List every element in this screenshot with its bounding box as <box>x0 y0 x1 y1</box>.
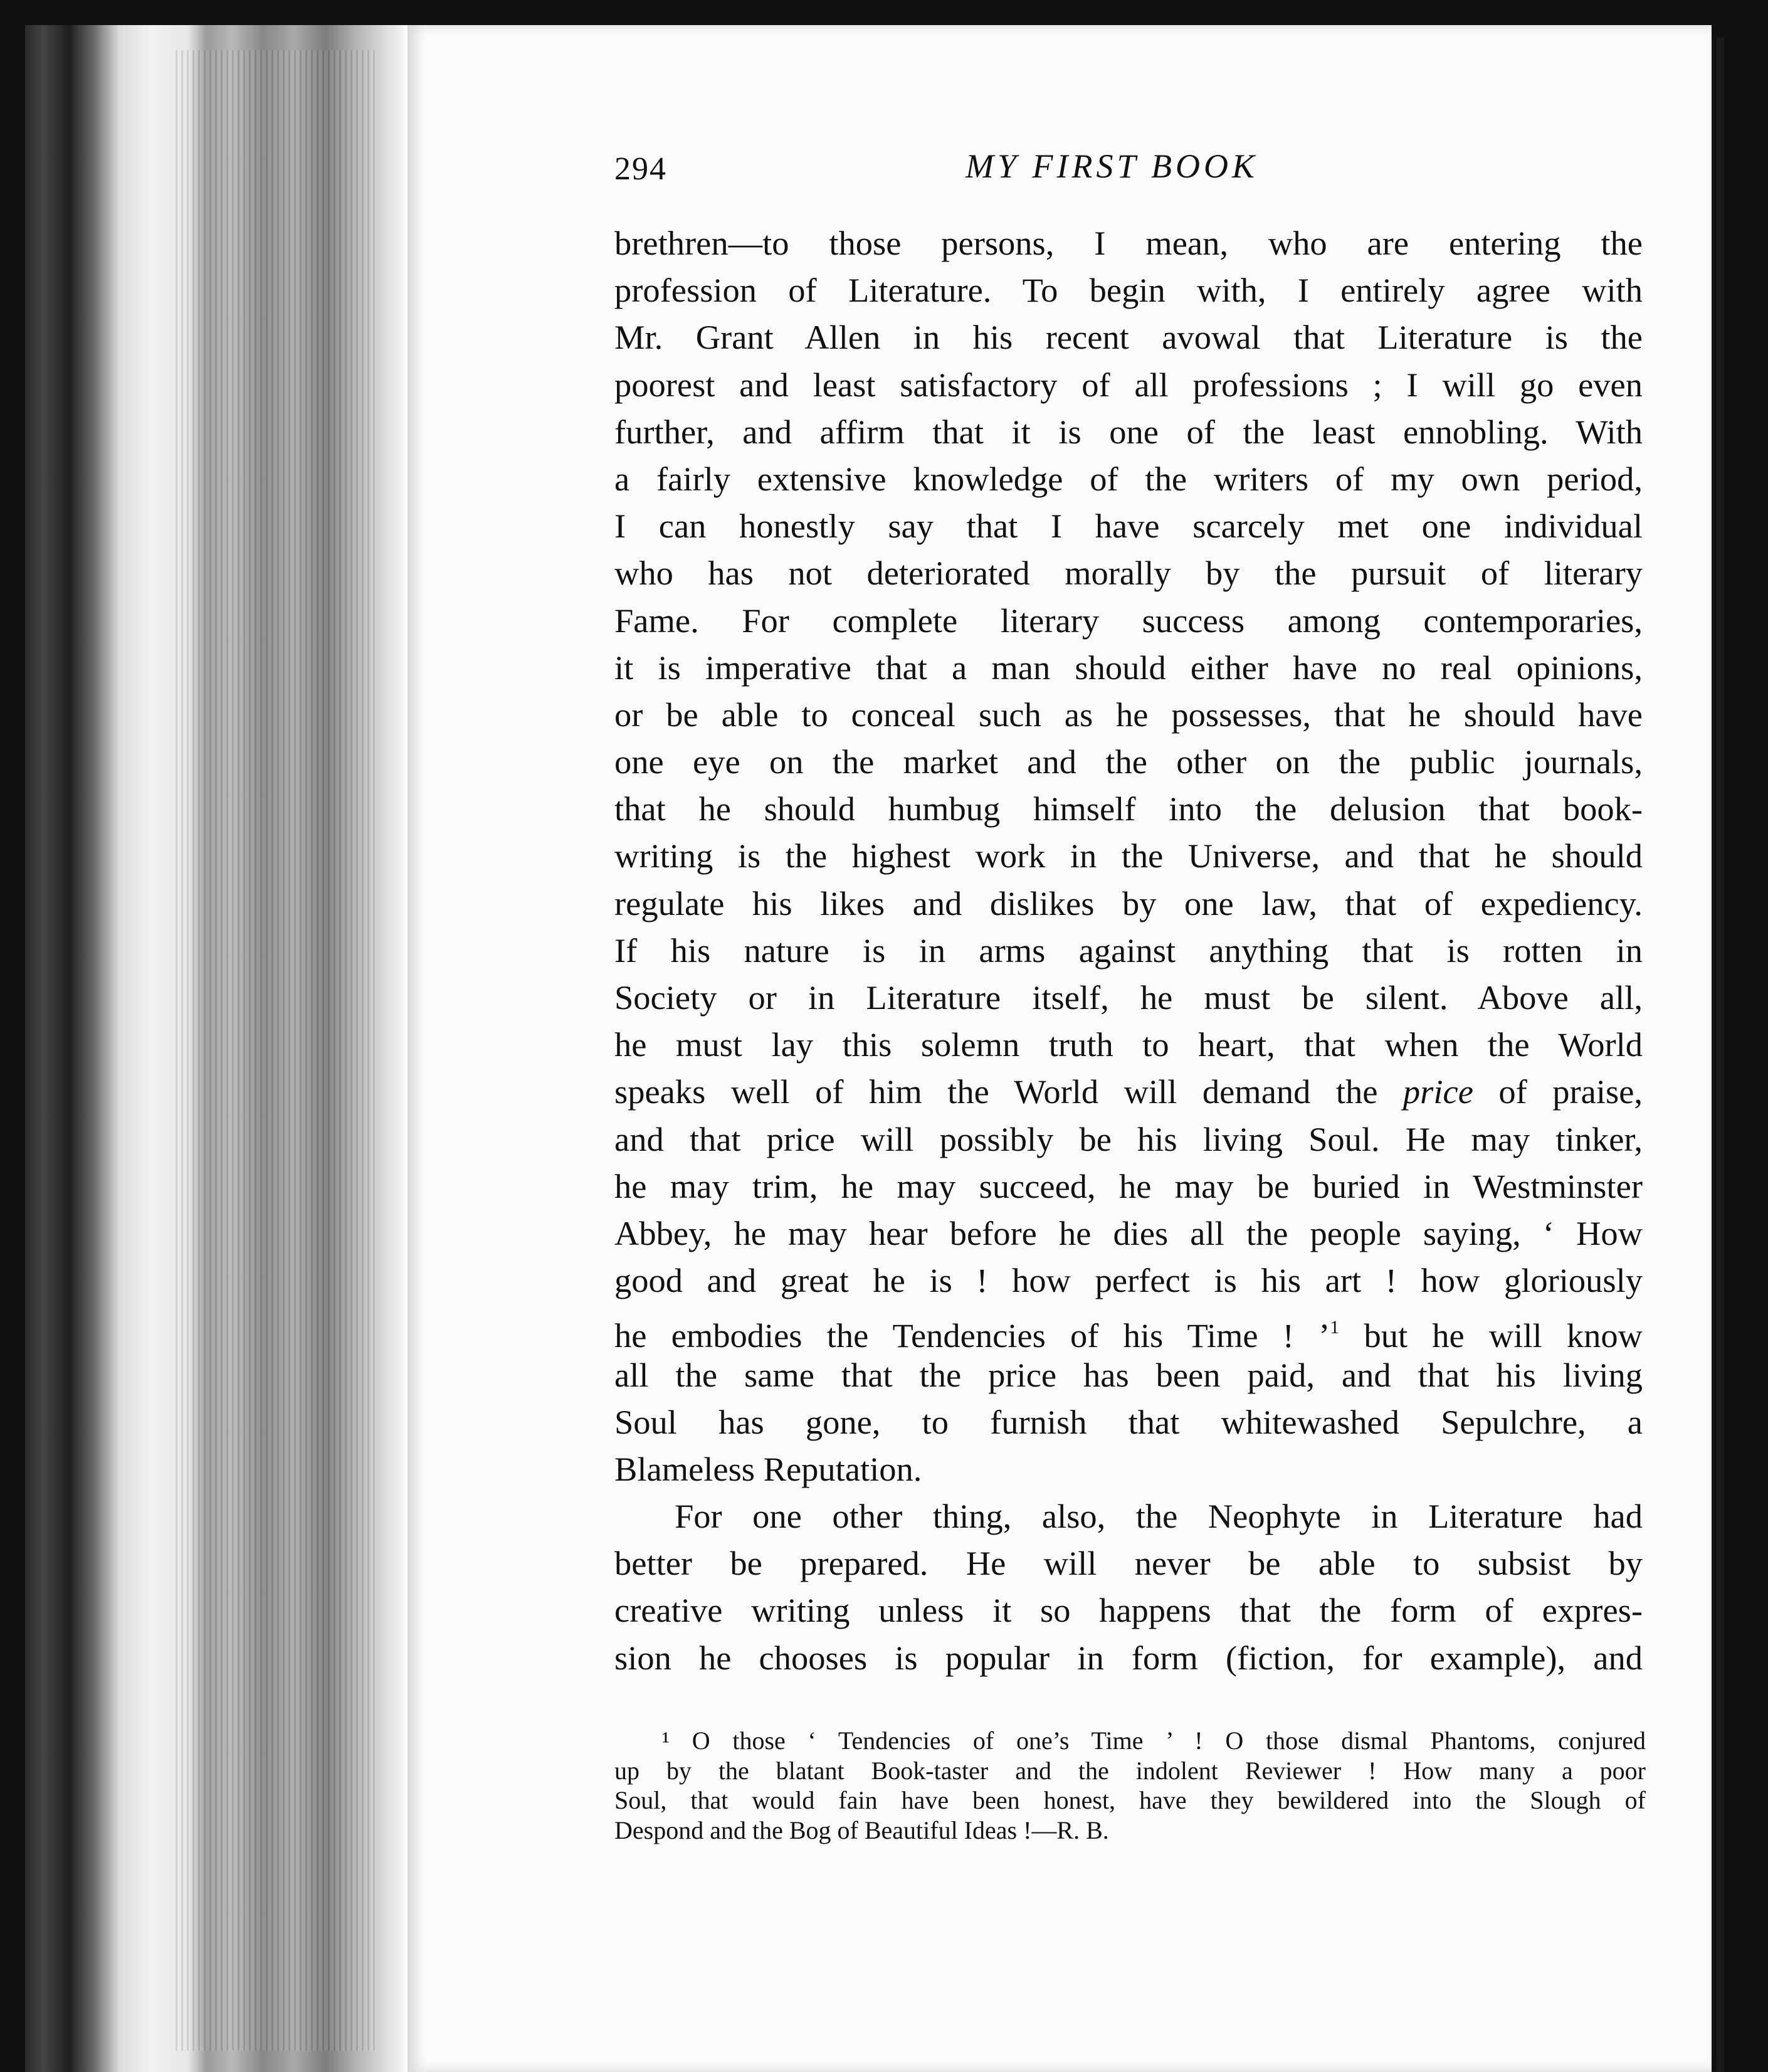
text-line: that he should humbug himself into the delusion that book- <box>614 790 1643 828</box>
footnote <box>614 1726 1646 1845</box>
text-line: and that price will possibly be his living Soul. He may tinker, <box>614 1119 1643 1158</box>
text-line: all the same that the price has been paid, and that his living <box>614 1355 1643 1394</box>
page-border <box>1717 38 1724 2072</box>
footnote-line: ¹ O those ‘ Tendencies of one’s Time ’ ! O those dismal Phantoms, conjured <box>662 1726 1646 1755</box>
body-text <box>614 219 1643 1681</box>
page-stack <box>176 50 376 2051</box>
text-line: sion he chooses is popular in form (fiction, for example), and <box>614 1638 1643 1677</box>
text-line: Soul has gone, to furnish that whitewashed Sepulchre, a <box>614 1402 1643 1441</box>
text-line: who has not deteriorated morally by the pursuit of literary <box>614 554 1643 593</box>
text-line: a fairly extensive knowledge of the writers of my own period, <box>614 459 1643 498</box>
text-line: writing is the highest work in the Universe, and that he should <box>614 837 1643 875</box>
paragraph-end: Blameless Reputation. <box>614 1449 922 1488</box>
text-line-note <box>614 1304 1643 1355</box>
text-segment: speaks well of him the World will demand the <box>614 1072 1378 1111</box>
italic-word: price <box>1402 1072 1473 1111</box>
text-line: further, and affirm that it is one of the least ennobling. With <box>614 412 1643 451</box>
text-line: he may trim, he may succeed, he may be buried in Westminster <box>614 1166 1643 1205</box>
text-line: better be prepared. He will never be able to subsist by <box>614 1544 1643 1583</box>
text-line: If his nature is in arms against anything that is rotten in <box>614 931 1643 970</box>
text-line-price <box>614 1068 1643 1115</box>
text-line: it is imperative that a man should either have no real opinions, <box>614 648 1643 687</box>
text-line: good and great he is ! how perfect is his art ! how gloriously <box>614 1261 1643 1300</box>
text-line: Society or in Literature itself, he must be silent. Above all, <box>614 978 1643 1017</box>
text-segment: but he will know <box>1364 1316 1643 1355</box>
text-line: creative writing unless it so happens that the form of expres- <box>614 1591 1643 1630</box>
text-line: regulate his likes and dislikes by one law, that of expediency. <box>614 884 1643 922</box>
text-line: brethren—to those persons, I mean, who are entering the <box>614 224 1643 262</box>
text-line: Mr. Grant Allen in his recent avowal that Literature is the <box>614 318 1643 357</box>
text-segment: he embodies the Tendencies of his Time ! ’ <box>614 1316 1330 1355</box>
footnote-line: Despond and the Bog of Beautiful Ideas !—R. B. <box>614 1816 1109 1844</box>
text-line: poorest and least satisfactory of all professions ; I will go even <box>614 365 1643 404</box>
text-line: For one other thing, also, the Neophyte in Literature had <box>675 1497 1643 1536</box>
running-title: MY FIRST BOOK <box>966 147 1259 185</box>
footnote-line: up by the blatant Book-taster and the indolent Reviewer ! How many a poor <box>614 1756 1646 1785</box>
page-header <box>614 147 1643 201</box>
text-line: or be able to conceal such as he possesses, that he should have <box>614 695 1643 734</box>
text-line: Fame. For complete literary success among contemporaries, <box>614 601 1643 640</box>
footnote-line: Soul, that would fain have been honest, have they bewildered into the Slough of <box>614 1786 1646 1814</box>
text-line: one eye on the market and the other on the public journals, <box>614 743 1643 781</box>
footnote-marker: 1 <box>1330 1317 1340 1338</box>
text-line: he must lay this solemn truth to heart, that when the World <box>614 1025 1643 1064</box>
text-segment: of praise, <box>1498 1072 1643 1111</box>
text-line: profession of Literature. To begin with, I entirely agree with <box>614 271 1643 310</box>
page-number: 294 <box>614 151 667 187</box>
text-line: Abbey, he may hear before he dies all the people saying, ‘ How <box>614 1213 1643 1252</box>
text-line: I can honestly say that I have scarcely met one individual <box>614 507 1643 546</box>
